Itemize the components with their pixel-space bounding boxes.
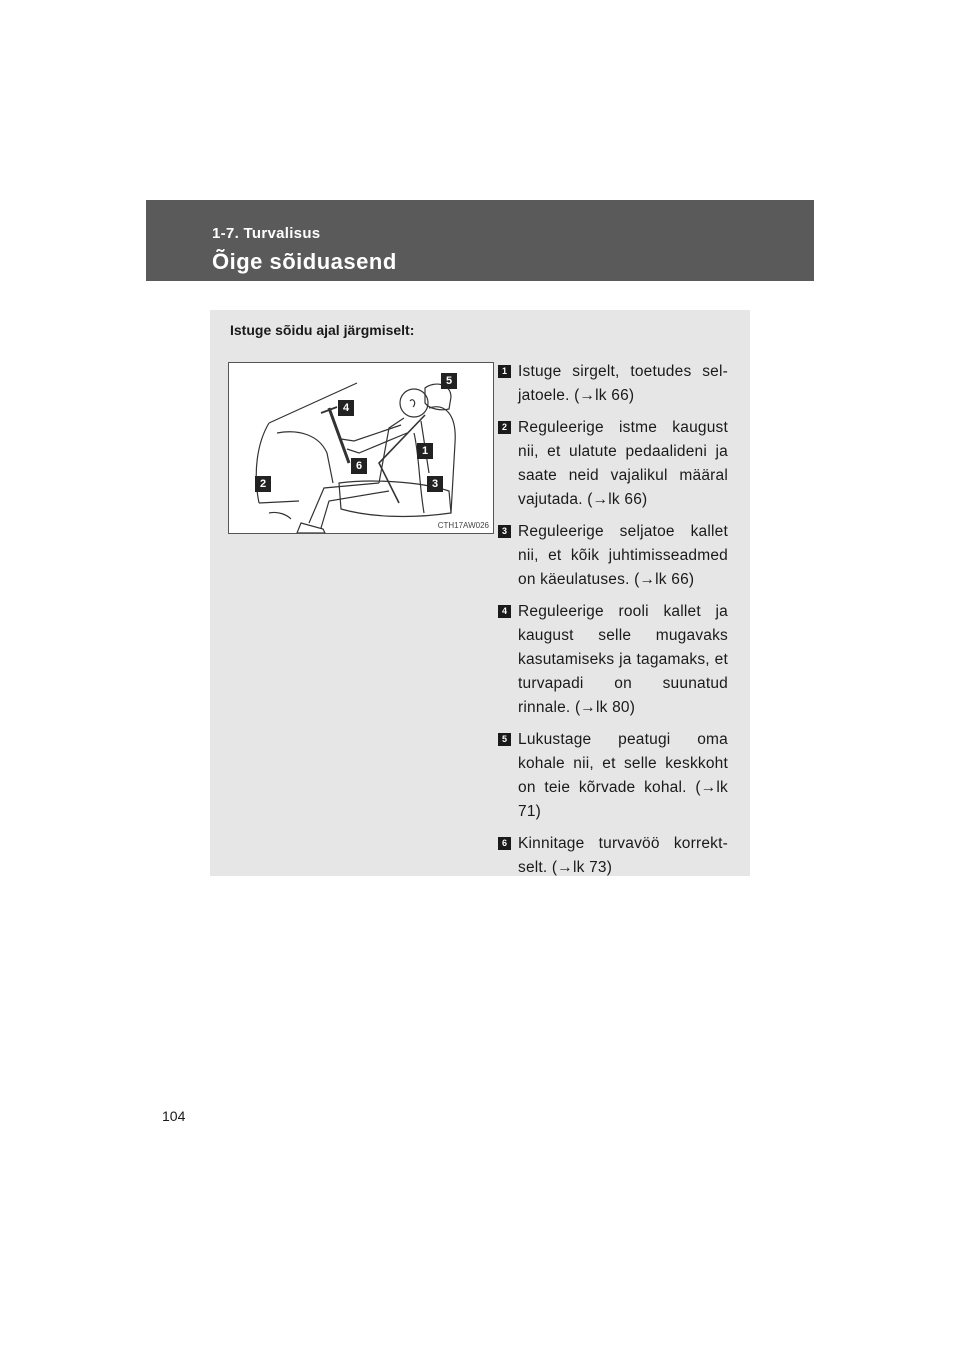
step-number-icon: 1 (498, 365, 511, 378)
list-item (498, 520, 728, 592)
driving-position-illustration (228, 362, 494, 534)
step-text: Reguleerige rooli kallet ja kaugust selle mugavaks kasutamiseks ja tagamaks, et turvapadi on suunatud rinnale. (→lk 80) (518, 603, 728, 716)
callout-1: 1 (417, 443, 433, 459)
callout-2: 2 (255, 476, 271, 492)
step-text: Istuge sirgelt, toetudes sel-jatoele. (→lk 66) (518, 363, 728, 404)
section-header (146, 200, 814, 281)
steps-list (498, 360, 728, 888)
step-number-icon: 3 (498, 525, 511, 538)
step-text: Kinnitage turvavöö korrekt-selt. (→lk 73) (518, 835, 728, 876)
list-item (498, 360, 728, 408)
step-text: Reguleerige seljatoe kallet nii, et kõik juhtimisseadmed on käeulatuses. (→lk 66) (518, 523, 728, 588)
page-number: 104 (162, 1108, 186, 1124)
list-item (498, 416, 728, 512)
step-number-icon: 5 (498, 733, 511, 746)
content-panel (210, 310, 750, 876)
figure-code: CTH17AW026 (437, 521, 489, 530)
step-text: Reguleerige istme kaugust nii, et ulatute pedaalideni ja saate neid vajalikul määral vajutada. (→lk 66) (518, 419, 728, 508)
list-item (498, 728, 728, 824)
step-number-icon: 6 (498, 837, 511, 850)
page-title: Õige sõiduasend (212, 249, 397, 274)
step-number-icon: 2 (498, 421, 511, 434)
callout-3: 3 (427, 476, 443, 492)
intro-text: Istuge sõidu ajal järgmiselt: (230, 322, 415, 338)
callout-6: 6 (351, 458, 367, 474)
callout-5: 5 (441, 373, 457, 389)
list-item (498, 600, 728, 720)
callout-4: 4 (338, 400, 354, 416)
step-text: Lukustage peatugi oma kohale nii, et selle keskkoht on teie kõrvade kohal. (→lk 71) (518, 731, 728, 820)
list-item (498, 832, 728, 880)
section-label: 1-7. Turvalisus (212, 225, 321, 242)
step-number-icon: 4 (498, 605, 511, 618)
